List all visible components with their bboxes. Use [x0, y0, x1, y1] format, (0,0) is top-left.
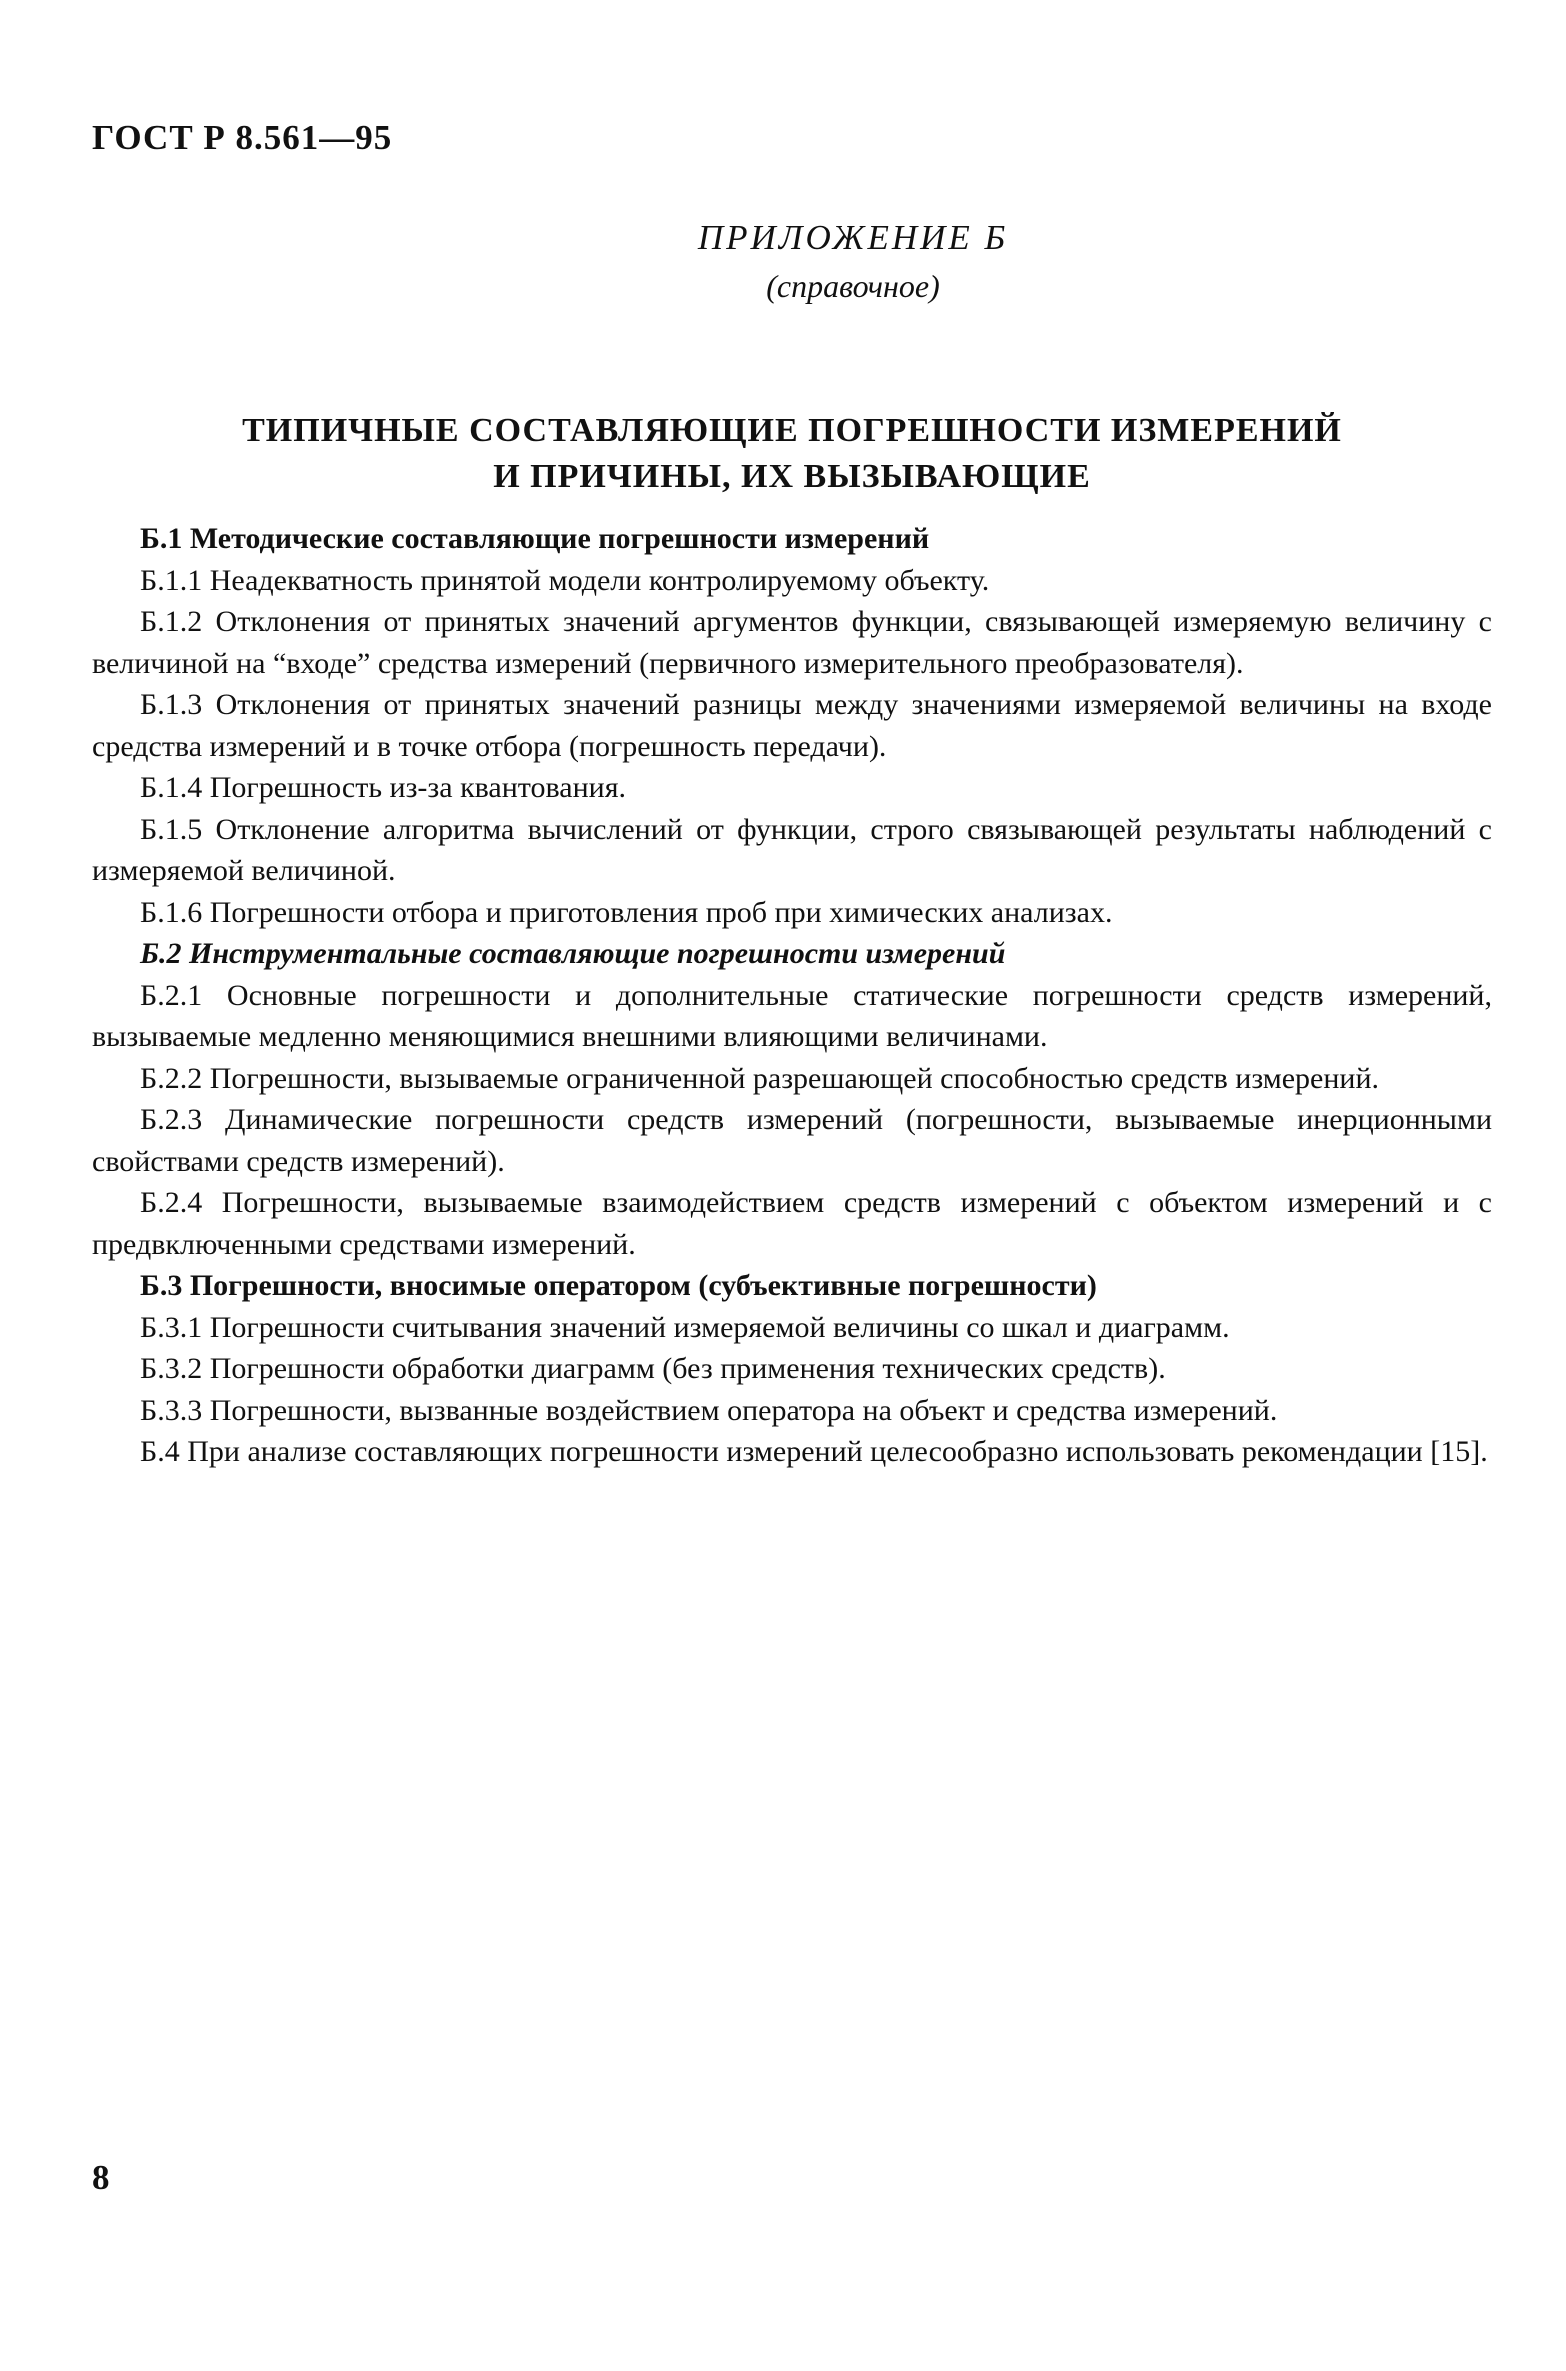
- paragraph-b1-3: Б.1.3 Отклонения от принятых значений разницы между значениями измеряемой величины на входе средства измерений и в точке отбора (погрешность передачи).: [92, 688, 1492, 763]
- appendix-subtitle: (справочное): [766, 268, 940, 304]
- main-title-line-1: ТИПИЧНЫЕ СОСТАВЛЯЮЩИЕ ПОГРЕШНОСТИ ИЗМЕРЕНИЙ: [242, 412, 1342, 449]
- paragraph-b1-2: Б.1.2 Отклонения от принятых значений аргументов функции, связывающей измеряемую величину с величиной на “входе” средства измерений (первичного измерительного преобразователя).: [92, 605, 1492, 680]
- section-heading-b3: Б.3 Погрешности, вносимые оператором (субъективные погрешности): [140, 1269, 1097, 1302]
- main-title: [92, 408, 1492, 500]
- paragraph-b1-5: Б.1.5 Отклонение алгоритма вычислений от функции, строго связывающей результаты наблюдений с измеряемой величиной.: [92, 812, 1492, 887]
- paragraph-b3-1: Б.3.1 Погрешности считывания значений измеряемой величины со шкал и диаграмм.: [140, 1310, 1230, 1344]
- paragraph-b2-2: Б.2.2 Погрешности, вызываемые ограниченной разрешающей способностью средств измерений.: [140, 1061, 1380, 1095]
- document-body: [92, 518, 1492, 1473]
- paragraph-b4: Б.4 При анализе составляющих погрешности измерений целесообразно использовать рекомендации [15].: [140, 1435, 1488, 1468]
- paragraph-b2-3: Б.2.3 Динамические погрешности средств измерений (погрешности, вызываемые инерционными свойствами средств измерений).: [92, 1103, 1492, 1178]
- paragraph-b2-4: Б.2.4 Погрешности, вызываемые взаимодействием средств измерений с объектом измерений и с предвключенными средствами измерений.: [92, 1186, 1492, 1261]
- paragraph-b2-1: Б.2.1 Основные погрешности и дополнительные статические погрешности средств измерений, вызываемые медленно меняющимися внешними влияющими величинами.: [92, 978, 1492, 1053]
- paragraph-b3-2: Б.3.2 Погрешности обработки диаграмм (без применения технических средств).: [140, 1352, 1166, 1385]
- section-heading-b2: Б.2 Инструментальные составляющие погрешности измерений: [140, 937, 1006, 970]
- paragraph-b1-4: Б.1.4 Погрешность из-за квантования.: [140, 771, 627, 804]
- main-title-line-2: И ПРИЧИНЫ, ИХ ВЫЗЫВАЮЩИЕ: [493, 458, 1091, 495]
- paragraph-b3-3: Б.3.3 Погрешности, вызванные воздействием оператора на объект и средства измерений.: [140, 1393, 1278, 1427]
- appendix-title: ПРИЛОЖЕНИЕ Б: [697, 218, 1009, 257]
- document-header: ГОСТ Р 8.561—95: [92, 118, 393, 157]
- page-number: 8: [92, 2158, 110, 2197]
- section-heading-b1: Б.1 Методические составляющие погрешности измерений: [140, 522, 930, 555]
- paragraph-b1-6: Б.1.6 Погрешности отбора и приготовления проб при химических анализах.: [140, 895, 1113, 929]
- paragraph-b1-1: Б.1.1 Неадекватность принятой модели контролируемому объекту.: [140, 563, 990, 597]
